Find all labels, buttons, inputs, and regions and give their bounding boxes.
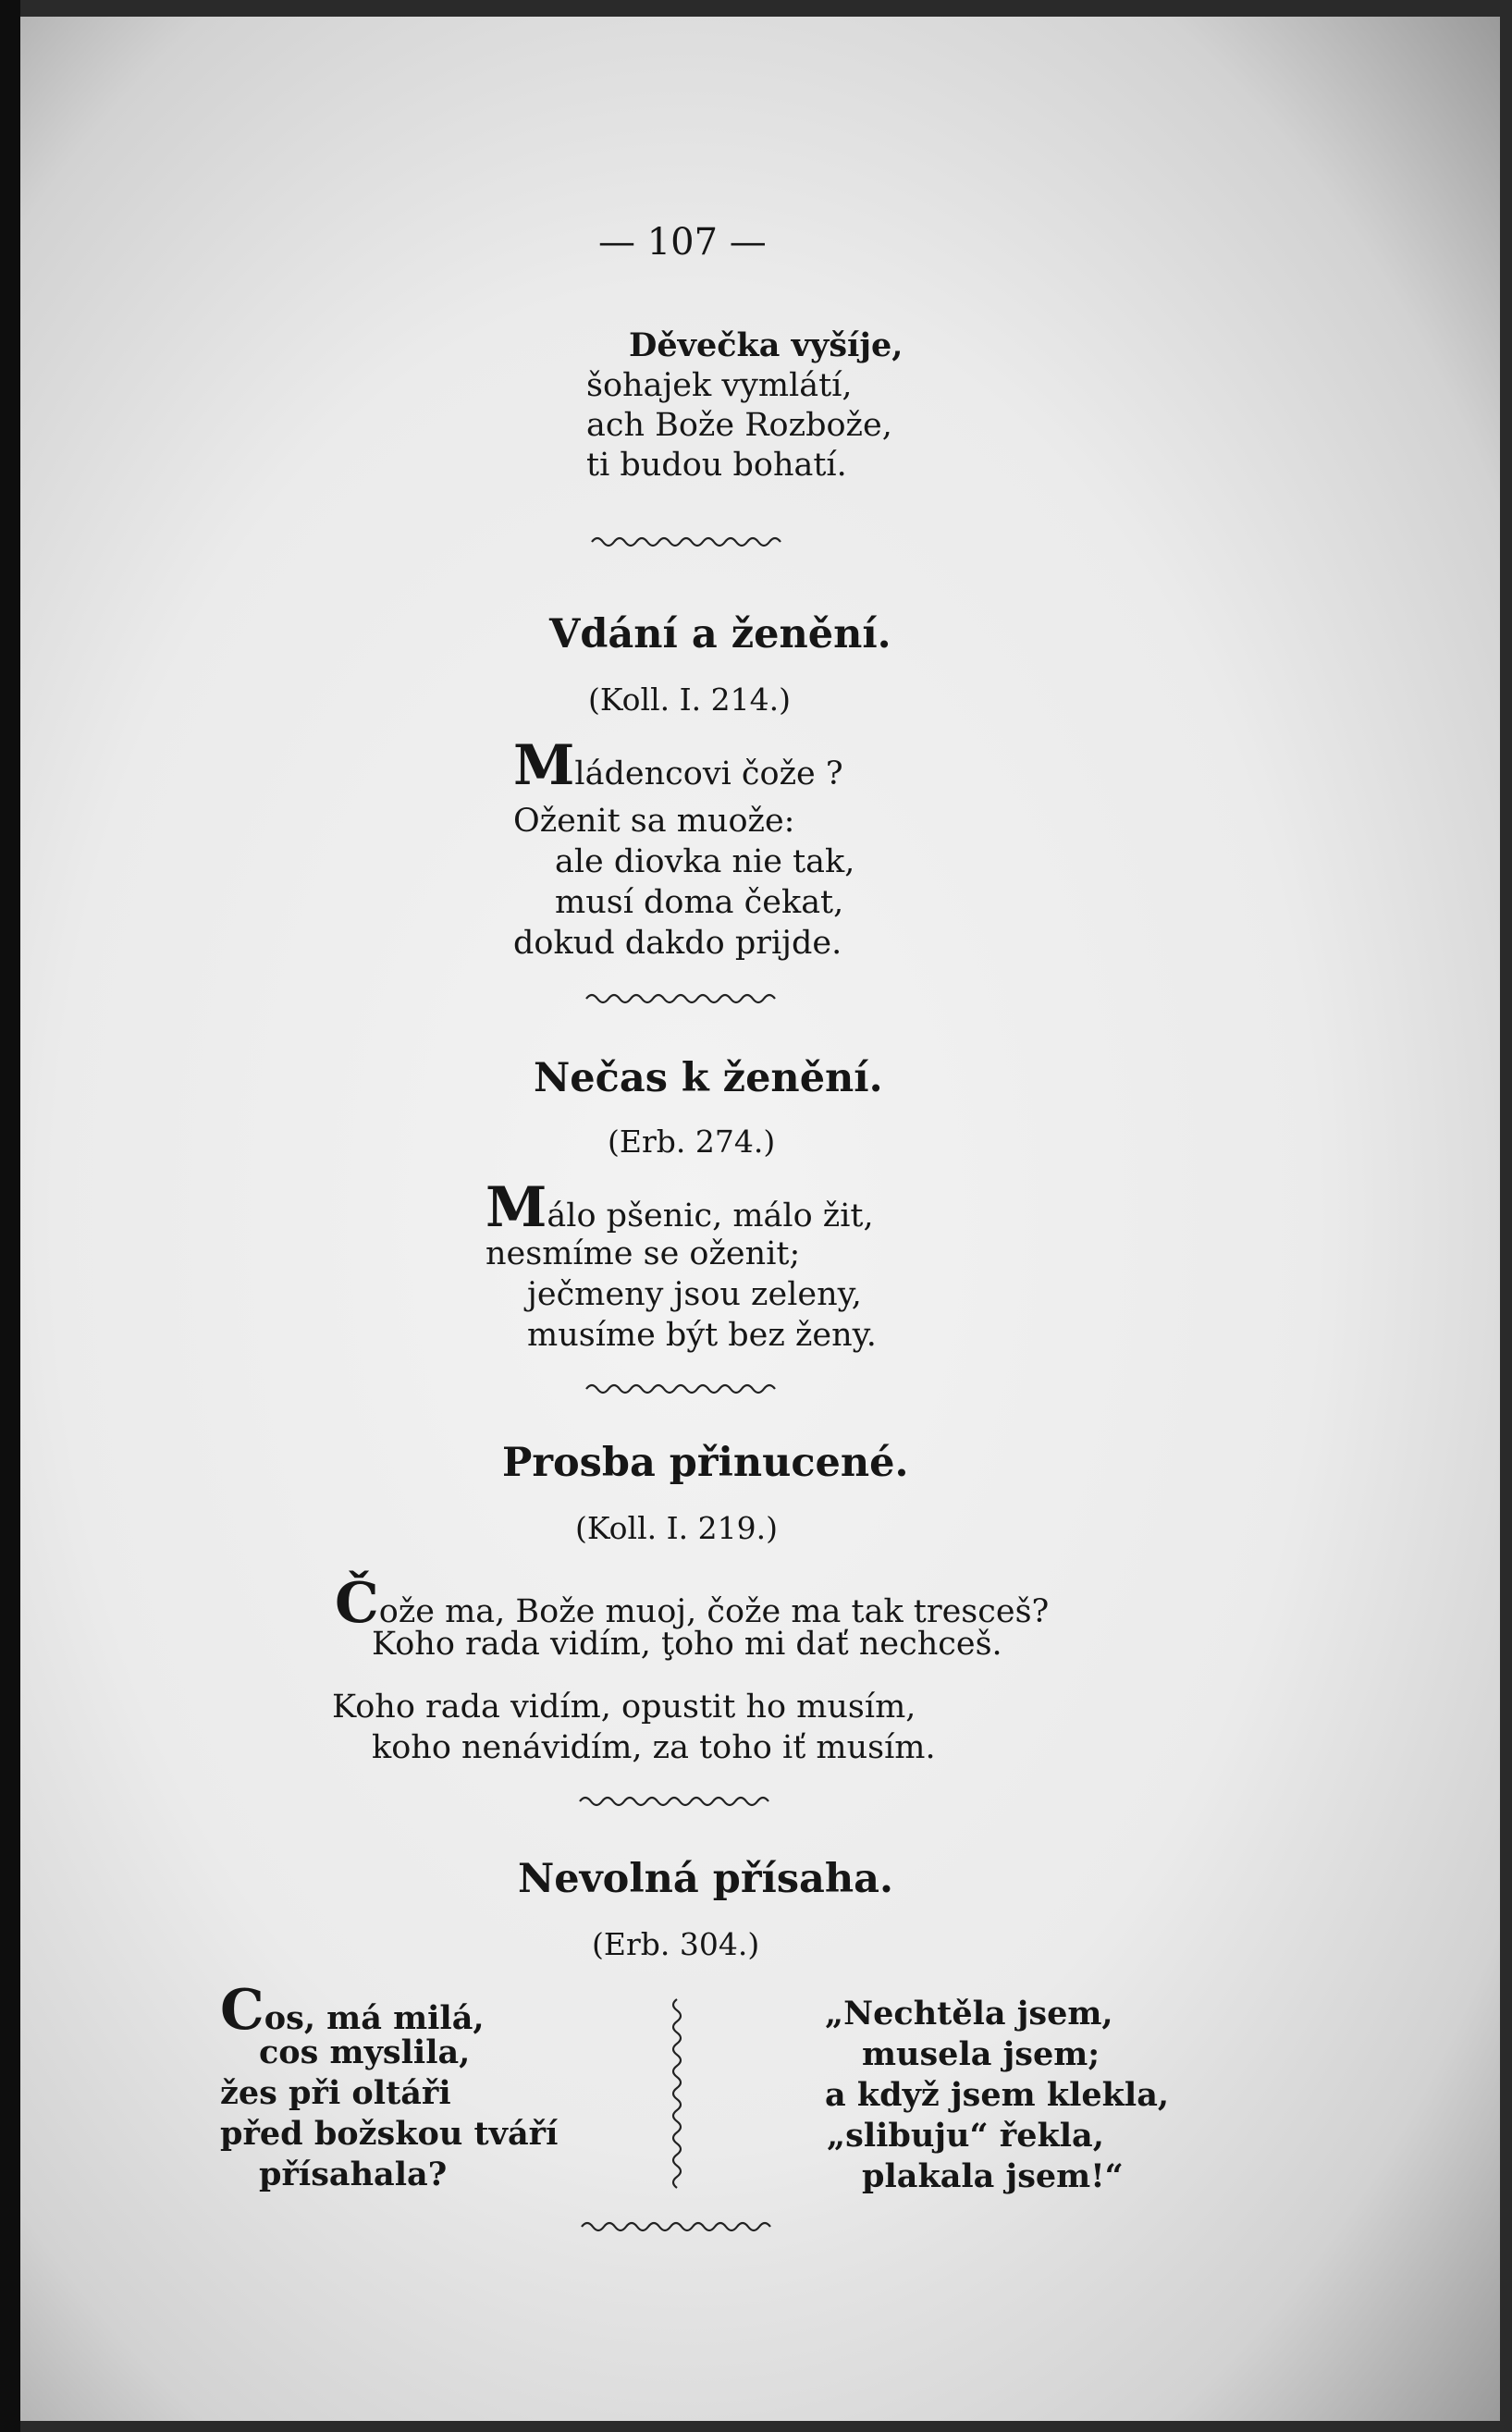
poem-line: Oženit sa muože: [513, 803, 795, 840]
first-line-text: ládencovi čože ? [574, 755, 843, 792]
wavy-divider [584, 1380, 782, 1398]
poem-title: Vdání a ženění. [549, 611, 891, 657]
drop-cap: Č [335, 1571, 379, 1636]
poem-line: žes při oltáři [220, 2074, 451, 2112]
poem-line: musí doma čekat, [555, 884, 844, 921]
poem-source: (Erb. 274.) [608, 1124, 776, 1160]
poem-title: Nevolná přísaha. [518, 1856, 893, 1902]
poem-line: plakala jsem!“ [862, 2157, 1124, 2195]
poem-line: ječmeny jsou zeleny, [527, 1276, 862, 1313]
poem-line: musela jsem; [862, 2035, 1100, 2073]
poem-line: dokud dakdo prijde. [513, 925, 842, 962]
intro-line-2: šohajek vymlátí, [586, 367, 853, 404]
first-line-text: ože ma, Bože muoj, čože ma tak tresceš? [378, 1593, 1050, 1630]
poem-first-line [513, 733, 843, 798]
poem-first-line [486, 1175, 874, 1240]
first-line-text: os, má milá, [264, 1999, 485, 2037]
book-page [20, 17, 1500, 2421]
first-line-text: álo pšenic, málo žit, [547, 1198, 874, 1234]
poem-line: musíme být bez ženy. [527, 1317, 877, 1354]
poem-source: (Erb. 304.) [592, 1926, 760, 1962]
intro-line-3: ach Bože Rozbože, [586, 407, 892, 444]
scan-left-edge [0, 0, 20, 2432]
poem-source: (Koll. I. 219.) [575, 1510, 778, 1546]
poem-line: a když jsem klekla, [825, 2076, 1170, 2114]
poem-line: „Nechtěla jsem, [825, 1995, 1113, 2033]
wavy-divider [580, 2217, 778, 2236]
wavy-vertical-separator [663, 1997, 691, 2195]
poem-line: Koho rada vidím, ţoho mi dať nechceš. [372, 1626, 1002, 1663]
poem-line: nesmíme se oženit; [486, 1235, 801, 1272]
drop-cap: M [486, 1175, 547, 1240]
poem-line: před božskou tváří [220, 2115, 559, 2153]
poem-line: Koho rada vidím, opustit ho musím, [332, 1689, 916, 1726]
poem-line: „slibuju“ řekla, [827, 2117, 1104, 2155]
intro-line-4: ti budou bohatí. [586, 447, 847, 484]
poem-title: Prosba přinucené. [502, 1440, 909, 1486]
poem-first-line [220, 1978, 485, 2043]
page-number: — 107 — [598, 221, 767, 264]
intro-line-1: Děvečka vyšíje, [629, 326, 904, 364]
poem-line: ale diovka nie tak, [555, 843, 855, 880]
drop-cap: C [220, 1978, 264, 2043]
wavy-divider [584, 989, 782, 1008]
poem-line: přísahala? [259, 2156, 448, 2193]
poem-title: Nečas k ženění. [534, 1055, 883, 1101]
wavy-divider [590, 533, 788, 551]
poem-line: koho nenávidím, za toho iť musím. [372, 1729, 936, 1766]
drop-cap: M [513, 733, 575, 798]
poem-line: cos myslila, [259, 2033, 471, 2071]
poem-source: (Koll. I. 214.) [588, 682, 791, 718]
poem-first-line [335, 1571, 1050, 1636]
wavy-divider [578, 1792, 776, 1811]
